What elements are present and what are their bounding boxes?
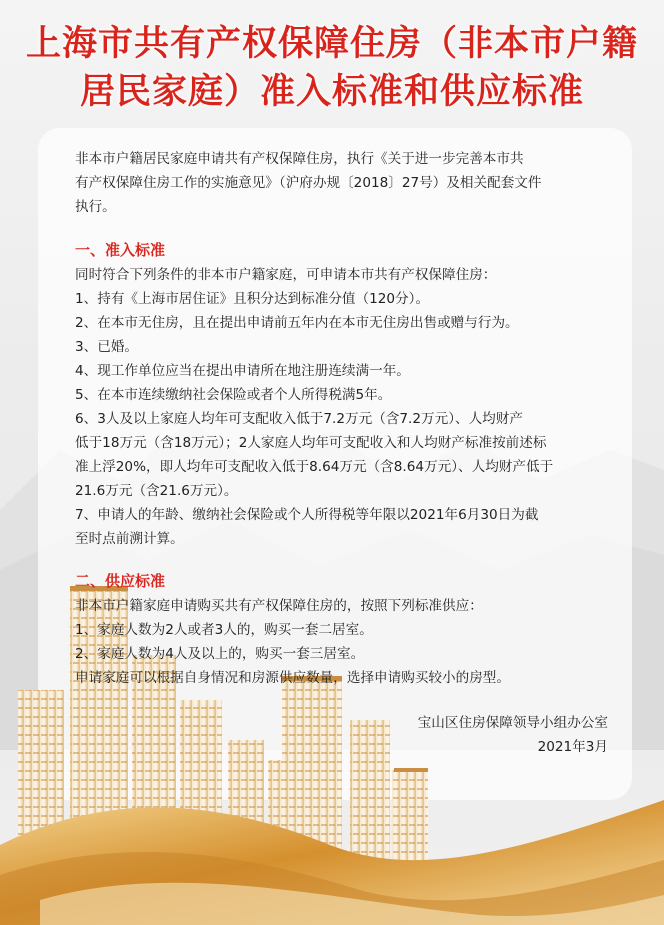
section1-item6-line1: 6、3人及以上家庭人均年可支配收入低于7.2万元（含7.2万元）、人均财产 <box>75 411 523 427</box>
section1-item1: 1、持有《上海市居住证》且积分达到标准分值（120分）。 <box>75 291 430 307</box>
page-title-line2: 居民家庭）准入标准和供应标准 <box>79 72 584 112</box>
intro-line1: 非本市户籍居民家庭申请共有产权保障住房，执行《关于进一步完善本市共 <box>75 151 524 167</box>
section1-item6-line3: 准上浮20%，即人均年可支配收入低于8.64万元（含8.64万元）、人均财产低于 <box>75 459 554 475</box>
section1-heading: 一、准入标准 <box>75 241 166 259</box>
section1-item6-line4: 21.6万元（含21.6万元）。 <box>75 483 238 499</box>
section1-item6-line2: 低于18万元（含18万元）；2人家庭人均年可支配收入和人均财产标准按前述标 <box>75 435 547 451</box>
section1-item3: 3、已婚。 <box>75 339 139 355</box>
section1-item2: 2、在本市无住房，且在提出申请前五年内在本市无住房出售或赠与行为。 <box>75 315 519 331</box>
section2-item2: 2、家庭人数为4人及以上的，购买一套三居室。 <box>75 646 365 662</box>
footer-date: 2021年3月 <box>537 739 608 755</box>
section1-item7-line2: 至时点前溯计算。 <box>75 531 184 547</box>
intro-line3: 执行。 <box>75 199 116 215</box>
section1-item7-line1: 7、申请人的年龄、缴纳社会保险或个人所得税等年限以2021年6月30日为截 <box>75 507 539 523</box>
section2-item1: 1、家庭人数为2人或者3人的，购买一套二居室。 <box>75 622 373 638</box>
section2-note: 申请家庭可以根据自身情况和房源供应数量，选择申请购买较小的房型。 <box>75 670 510 686</box>
intro-line2: 有产权保障住房工作的实施意见》（沪府办规〔2018〕27号）及相关配套文件 <box>75 175 542 191</box>
section1-item4: 4、现工作单位应当在提出申请所在地注册连续满一年。 <box>75 363 410 379</box>
section2-lead: 非本市户籍家庭申请购买共有产权保障住房的，按照下列标准供应： <box>75 598 483 614</box>
page-title-line1: 上海市共有产权保障住房（非本市户籍 <box>25 24 638 64</box>
section1-lead: 同时符合下列条件的非本市户籍家庭，可申请本市共有产权保障住房： <box>75 267 497 283</box>
section2-heading: 二、供应标准 <box>75 572 166 590</box>
footer-office: 宝山区住房保障领导小组办公室 <box>417 715 608 731</box>
section1-item5: 5、在本市连续缴纳社会保险或者个人所得税满5年。 <box>75 387 392 403</box>
